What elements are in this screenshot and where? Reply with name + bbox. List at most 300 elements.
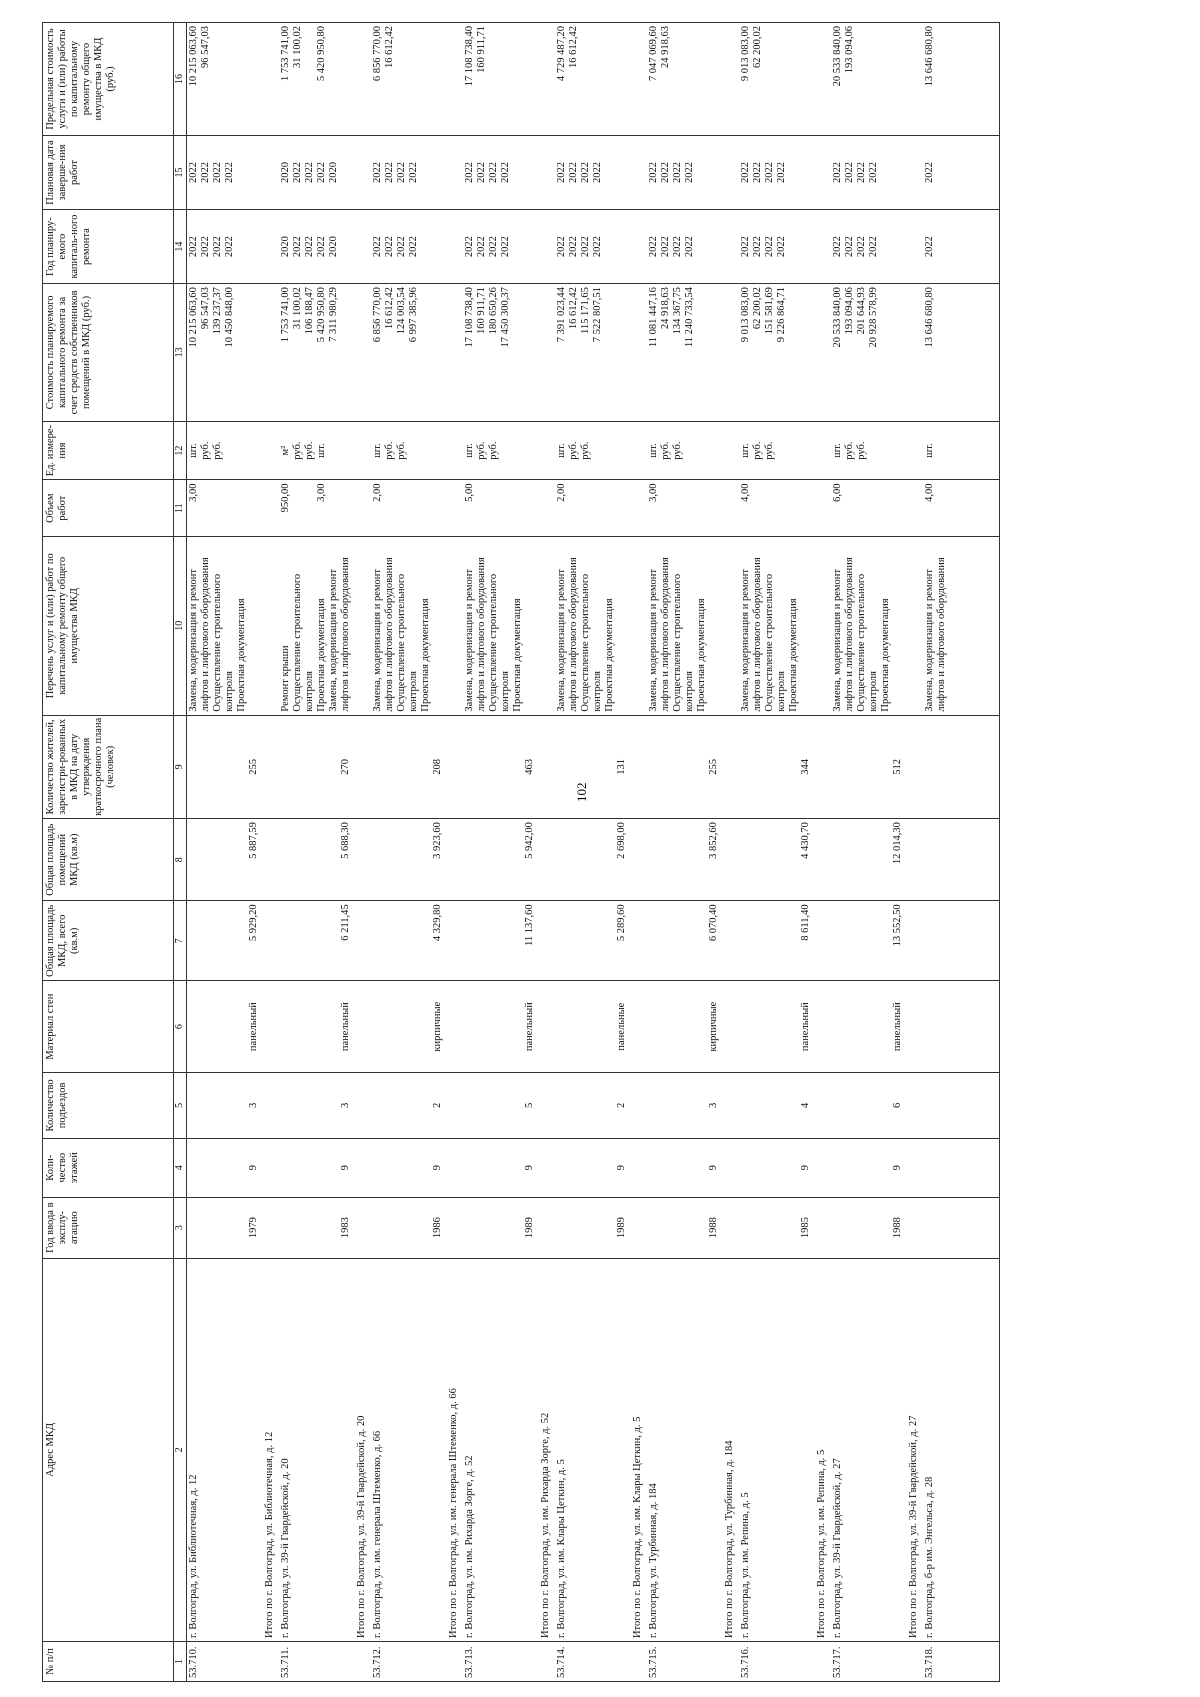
- work-volume: 5,00: [464, 483, 475, 502]
- work-unit: шт.: [832, 443, 843, 458]
- total-empty: [539, 210, 555, 284]
- work-item: Осуществление строительного контроля: [396, 573, 419, 712]
- floors: 9: [340, 1165, 351, 1171]
- total-empty: [907, 536, 923, 715]
- work-unit: шт.: [740, 443, 751, 458]
- premises-area: 12 014,30: [892, 822, 903, 865]
- premises-area-cell: [187, 819, 264, 901]
- end-year: 2022: [568, 162, 579, 184]
- total-row: [539, 23, 555, 1682]
- total-empty: [907, 210, 923, 284]
- entrances-cell: [463, 1073, 539, 1139]
- floors: [984, 1142, 996, 1194]
- address: г. Волгоград, ул. Библиотечная, д. 12: [188, 1474, 199, 1639]
- work-cost: 5 420 950,80: [316, 287, 327, 343]
- work-cost: 1 753 741,00: [280, 287, 291, 343]
- work-cost-cell: [463, 284, 539, 422]
- premises-area: 2 698,00: [616, 822, 627, 859]
- block-total-plan-year: 2022: [592, 236, 603, 258]
- work-unit: руб.: [476, 441, 487, 460]
- table-row: [647, 23, 723, 1682]
- plan-year: 2022: [384, 236, 395, 258]
- wall-material-cell: [371, 981, 447, 1073]
- wall-material: панельный: [800, 1002, 811, 1052]
- total-empty: [263, 819, 279, 901]
- work-unit: шт.: [556, 443, 567, 458]
- total-empty: [815, 1073, 831, 1139]
- total-empty: [631, 23, 647, 136]
- plan-year-cell: [647, 210, 723, 284]
- address: г. Волгоград, б-р им. Энгельса, д. 28: [924, 1476, 935, 1639]
- table-row: [555, 23, 631, 1682]
- address-cell: [187, 1258, 264, 1641]
- limit-cost: 7 047 069,60: [648, 26, 659, 82]
- total-area: 6 211,45: [340, 904, 351, 941]
- block-total-cost: 20 928 578,99: [868, 287, 879, 348]
- total-row: [723, 23, 739, 1682]
- work-item-cell: [647, 536, 723, 715]
- end-year: 2022: [856, 162, 867, 184]
- header-premises-area: Общая площадь помещений МКД (кв.м): [43, 819, 174, 901]
- total-empty: [907, 981, 923, 1073]
- total-label: Итого по г. Волгоград, ул. им. генерала Штеменко, д. 66: [447, 1258, 463, 1641]
- address-cell: [739, 1258, 815, 1641]
- floors-cell: [371, 1138, 447, 1197]
- limit-cost: [488, 26, 500, 132]
- wall-material: панельный: [248, 1002, 259, 1052]
- total-empty: [815, 901, 831, 981]
- end-year: 2022: [648, 162, 659, 184]
- col-number: 11: [174, 480, 187, 536]
- address: г. Волгоград, ул. 39-й Гвардейской, д. 27: [832, 1458, 843, 1639]
- limit-cost-cell: [555, 23, 631, 136]
- block-total-end-year: 2022: [592, 162, 603, 184]
- work-cost-cell: [371, 284, 447, 422]
- entrances-cell: [831, 1073, 907, 1139]
- premises-area: 3 923,60: [432, 822, 443, 859]
- block-total-cost: 10 450 848,00: [224, 287, 235, 348]
- total-empty: [815, 1138, 831, 1197]
- floors: 9: [248, 1165, 259, 1171]
- work-unit-cell: [555, 421, 631, 480]
- residents-cell: [279, 715, 355, 818]
- total-empty: [815, 23, 831, 136]
- total-empty: [631, 1073, 647, 1139]
- year-built-cell: [739, 1197, 815, 1258]
- work-item: Осуществление строительного контроля: [856, 573, 879, 712]
- work-unit: шт.: [648, 443, 659, 458]
- plan-year: 2022: [188, 236, 199, 258]
- plan-year: 2022: [476, 236, 487, 258]
- work-volume: 3,00: [648, 483, 659, 502]
- work-volume-cell: [647, 480, 723, 536]
- limit-cost: [764, 26, 776, 132]
- wall-material-cell: [279, 981, 355, 1073]
- residents: [984, 719, 996, 815]
- end-year: 2022: [476, 162, 487, 184]
- total-empty: [263, 1197, 279, 1258]
- total-empty: [263, 210, 279, 284]
- total-empty: [263, 715, 279, 818]
- end-year: 2022: [464, 162, 475, 184]
- limit-cost: 31 100,02: [292, 26, 303, 68]
- premises-area: 5 887,59: [248, 822, 259, 859]
- total-row: [263, 23, 279, 1682]
- total-empty: [539, 421, 555, 480]
- work-cost: 160 911,71: [476, 287, 487, 335]
- total-area-cell: [279, 901, 355, 981]
- total-empty: [447, 1138, 463, 1197]
- work-item-cell: [463, 536, 539, 715]
- plan-year: 2022: [672, 236, 683, 258]
- total-empty: [447, 1642, 463, 1682]
- table-row: [371, 23, 447, 1682]
- end-year-cell: [187, 136, 264, 210]
- wall-material: панельный: [340, 1002, 351, 1052]
- total-area-cell: [923, 901, 1000, 981]
- limit-cost: 20 533 840,00: [832, 26, 843, 87]
- end-year-cell: [739, 136, 815, 210]
- total-empty: [723, 210, 739, 284]
- address: г. Волгоград, ул. 39-й Гвардейской, д. 20: [280, 1458, 291, 1639]
- work-volume: [384, 483, 396, 532]
- work-volume: [212, 483, 224, 532]
- limit-cost: 16 612,42: [384, 26, 395, 68]
- total-empty: [815, 819, 831, 901]
- work-cost: 96 547,03: [200, 287, 211, 330]
- floors: 9: [892, 1165, 903, 1171]
- work-item: Проектная документация: [696, 598, 707, 712]
- work-volume: [580, 483, 592, 532]
- residents-cell: [923, 715, 1000, 818]
- work-cost-cell: [831, 284, 907, 422]
- work-item: Замена, модернизация и ремонт лифтов и лифтового оборудования: [556, 557, 579, 712]
- total-empty: [723, 819, 739, 901]
- wall-material-cell: [187, 981, 264, 1073]
- table-row: [923, 23, 1000, 1682]
- total-empty: [539, 1197, 555, 1258]
- premises-area: 4 430,70: [800, 822, 811, 859]
- residents: 344: [800, 758, 811, 775]
- col-number: 7: [174, 901, 187, 981]
- header-volume: Объем работ: [43, 480, 174, 536]
- work-item: Осуществление строительного контроля: [488, 573, 511, 712]
- col-number: 2: [174, 1258, 187, 1641]
- wall-material: [984, 984, 996, 1069]
- table-row: [739, 23, 815, 1682]
- limit-cost: 160 911,71: [476, 26, 487, 73]
- total-empty: [539, 23, 555, 136]
- work-volume: 3,00: [188, 483, 199, 502]
- wall-material-cell: [463, 981, 539, 1073]
- total-area: 5 289,60: [616, 904, 627, 942]
- work-unit: руб.: [752, 441, 763, 460]
- limit-cost-cell: [647, 23, 723, 136]
- work-cost-cell: [279, 284, 355, 422]
- entrances: 6: [892, 1102, 903, 1109]
- total-empty: [631, 421, 647, 480]
- col-number: 6: [174, 981, 187, 1073]
- total-empty: [355, 23, 371, 136]
- plan-year-cell: [463, 210, 539, 284]
- year-built-cell: [371, 1197, 447, 1258]
- end-year: 2022: [316, 162, 327, 184]
- work-cost: 180 650,26: [488, 287, 499, 335]
- floors-cell: [187, 1138, 264, 1197]
- total-empty: [355, 1197, 371, 1258]
- limit-cost: 193 094,06: [844, 26, 855, 74]
- total-area-cell: [555, 901, 631, 981]
- entrances-cell: [555, 1073, 631, 1139]
- total-empty: [263, 981, 279, 1073]
- floors: 9: [800, 1165, 811, 1171]
- plan-year: 2022: [372, 236, 383, 258]
- page-number: 102: [574, 782, 589, 802]
- total-empty: [355, 1642, 371, 1682]
- total-empty: [631, 981, 647, 1073]
- end-year: 2022: [188, 162, 199, 184]
- year-built-cell: [187, 1197, 264, 1258]
- total-empty: [907, 819, 923, 901]
- total-area: 13 552,50: [892, 904, 903, 947]
- total-empty: [631, 1138, 647, 1197]
- residents: 512: [892, 758, 903, 775]
- work-item: Проектная документация: [236, 598, 247, 712]
- total-empty: [355, 421, 371, 480]
- total-empty: [907, 136, 923, 210]
- premises-area: 5 942,00: [524, 822, 535, 859]
- total-empty: [447, 210, 463, 284]
- header-total-area: Общая площадь МКД, всего (кв.м): [43, 901, 174, 981]
- end-year: 2022: [556, 162, 567, 184]
- total-empty: [723, 1197, 739, 1258]
- col-number: 1: [174, 1642, 187, 1682]
- total-area: 11 137,60: [524, 904, 535, 946]
- total-empty: [907, 901, 923, 981]
- plan-year: 2022: [304, 236, 315, 258]
- header-entrances: Количество подъездов: [43, 1073, 174, 1139]
- residents: 463: [524, 758, 535, 775]
- total-empty: [263, 136, 279, 210]
- total-empty: [539, 136, 555, 210]
- total-empty: [723, 1073, 739, 1139]
- end-year: 2020: [280, 162, 291, 184]
- work-item: Осуществление строительного контроля: [212, 573, 235, 712]
- total-empty: [723, 1642, 739, 1682]
- wall-material: панельный: [892, 1002, 903, 1052]
- floors: 9: [524, 1165, 535, 1171]
- work-cost: 201 644,93: [856, 287, 867, 335]
- wall-material: кирпичные: [432, 1001, 443, 1052]
- total-empty: [539, 901, 555, 981]
- plan-year: 2022: [556, 236, 567, 258]
- limit-cost: 16 612,42: [568, 26, 579, 68]
- work-item: Осуществление строительного контроля: [580, 573, 603, 712]
- plan-year: 2022: [856, 236, 867, 258]
- limit-cost: [396, 26, 408, 132]
- floors: 9: [616, 1165, 627, 1171]
- header-floors: Коли-чество этажей: [43, 1138, 174, 1197]
- total-area-cell: [371, 901, 447, 981]
- total-empty: [631, 536, 647, 715]
- block-total-end-year: 2020: [328, 162, 339, 184]
- total-empty: [631, 819, 647, 901]
- address-cell: [463, 1258, 539, 1641]
- end-year: 2022: [764, 162, 775, 184]
- work-unit: руб.: [844, 441, 855, 460]
- total-empty: [539, 981, 555, 1073]
- work-item-cell: [555, 536, 631, 715]
- limit-cost: [856, 26, 868, 132]
- total-empty: [447, 1073, 463, 1139]
- total-empty: [631, 480, 647, 536]
- work-item: Проектная документация: [316, 598, 327, 712]
- address-cell: [831, 1258, 907, 1641]
- total-area-cell: [647, 901, 723, 981]
- row-number: 53.712.: [371, 1642, 447, 1682]
- total-empty: [631, 284, 647, 422]
- work-item-cell: [831, 536, 907, 715]
- entrances-cell: [739, 1073, 815, 1139]
- address: г. Волгоград, ул. им. Рихарда Зорге, д. 52: [464, 1455, 475, 1639]
- limit-cost: 96 547,03: [200, 26, 211, 68]
- total-row: [355, 23, 371, 1682]
- work-volume: [476, 483, 488, 532]
- end-year-cell: [647, 136, 723, 210]
- work-item-cell: [923, 536, 1000, 715]
- work-unit: руб.: [568, 441, 579, 460]
- header-unit: Ед. измере-ния: [43, 421, 174, 480]
- total-empty: [815, 981, 831, 1073]
- col-number: 8: [174, 819, 187, 901]
- limit-cost-cell: [831, 23, 907, 136]
- work-volume: [764, 483, 776, 532]
- row-number: 53.711.: [279, 1642, 355, 1682]
- total-row: [447, 23, 463, 1682]
- total-empty: [723, 901, 739, 981]
- year-built: 1988: [892, 1217, 903, 1239]
- entrances: 3: [340, 1102, 351, 1109]
- table-row: [187, 23, 264, 1682]
- work-unit-cell: [831, 421, 907, 480]
- work-item-cell: [371, 536, 447, 715]
- total-empty: [907, 1073, 923, 1139]
- total-empty: [815, 1197, 831, 1258]
- total-empty: [815, 536, 831, 715]
- work-item: Замена, модернизация и ремонт лифтов и лифтового оборудования: [832, 557, 855, 712]
- col-number: 14: [174, 210, 187, 284]
- total-area: 8 611,40: [800, 904, 811, 941]
- residents: 255: [708, 758, 719, 775]
- wall-material: панельные: [616, 1002, 627, 1051]
- total-empty: [447, 480, 463, 536]
- address: г. Волгоград, ул. им. генерала Штеменко, д. 66: [372, 1430, 383, 1639]
- col-number: 15: [174, 136, 187, 210]
- block-total-cost: 9 226 864,71: [776, 287, 787, 343]
- limit-cost: [304, 26, 316, 132]
- work-item: Осуществление строительного контроля: [672, 573, 695, 712]
- total-empty: [447, 284, 463, 422]
- plan-year: 2022: [752, 236, 763, 258]
- work-item: Проектная документация: [604, 598, 615, 712]
- work-unit: шт.: [372, 443, 383, 458]
- header-num: № п/п: [43, 1642, 174, 1682]
- work-unit: шт.: [464, 443, 475, 458]
- premises-area-cell: [463, 819, 539, 901]
- total-empty: [447, 1197, 463, 1258]
- entrances: 3: [248, 1102, 259, 1109]
- end-year-cell: [555, 136, 631, 210]
- work-cost-cell: [647, 284, 723, 422]
- limit-cost: 17 108 738,40: [464, 26, 475, 87]
- work-volume: [660, 483, 672, 532]
- work-item-cell: [187, 536, 264, 715]
- work-unit-cell: [923, 421, 1000, 480]
- floors-cell: [555, 1138, 631, 1197]
- total-empty: [447, 819, 463, 901]
- year-built: 1988: [708, 1217, 719, 1239]
- work-cost-cell: [923, 284, 1000, 422]
- total-empty: [907, 1197, 923, 1258]
- plan-year-cell: [831, 210, 907, 284]
- work-volume-cell: [739, 480, 815, 536]
- table-row: [831, 23, 907, 1682]
- year-built: 1989: [616, 1217, 627, 1239]
- total-empty: [447, 536, 463, 715]
- work-item: Проектная документация: [512, 598, 523, 712]
- block-total-end-year: 2022: [684, 162, 695, 184]
- work-item: Замена, модернизация и ремонт лифтов и лифтового оборудования: [740, 557, 763, 712]
- work-unit: шт.: [924, 443, 935, 458]
- col-number: 10: [174, 536, 187, 715]
- total-row: [907, 23, 923, 1682]
- work-item: Замена, модернизация и ремонт лифтов и лифтового оборудования: [188, 557, 211, 712]
- work-item: Проектная документация: [880, 598, 891, 712]
- work-unit-cell: [739, 421, 815, 480]
- work-cost: 31 100,02: [292, 287, 303, 330]
- total-empty: [815, 421, 831, 480]
- block-total-cost: [936, 287, 948, 418]
- block-total-plan-year: 2022: [408, 236, 419, 258]
- work-cost: 139 237,37: [212, 287, 223, 335]
- entrances-cell: [187, 1073, 264, 1139]
- work-unit-cell: [279, 421, 355, 480]
- block-total-cost: 6 997 385,96: [408, 287, 419, 343]
- total-empty: [539, 1073, 555, 1139]
- end-year: 2022: [740, 162, 751, 184]
- limit-cost: 4 729 487,20: [556, 26, 567, 82]
- plan-year: 2022: [580, 236, 591, 258]
- limit-cost-cell: [187, 23, 264, 136]
- work-volume: 2,00: [556, 483, 567, 502]
- plan-year: 2022: [740, 236, 751, 258]
- limit-cost: [580, 26, 592, 132]
- total-empty: [539, 1642, 555, 1682]
- work-volume: [568, 483, 580, 532]
- total-empty: [815, 480, 831, 536]
- total-empty: [355, 536, 371, 715]
- year-built-cell: [555, 1197, 631, 1258]
- work-unit: шт.: [316, 443, 327, 458]
- work-cost: 17 108 738,40: [464, 287, 475, 348]
- limit-cost: 5 420 950,80: [316, 26, 327, 82]
- end-year: 2022: [924, 162, 935, 184]
- premises-area: [984, 822, 996, 897]
- work-unit: руб.: [856, 441, 867, 460]
- floors-cell: [463, 1138, 539, 1197]
- end-year: 2022: [488, 162, 499, 184]
- address: г. Волгоград, ул. им. Клары Цеткин, д. 5: [556, 1459, 567, 1639]
